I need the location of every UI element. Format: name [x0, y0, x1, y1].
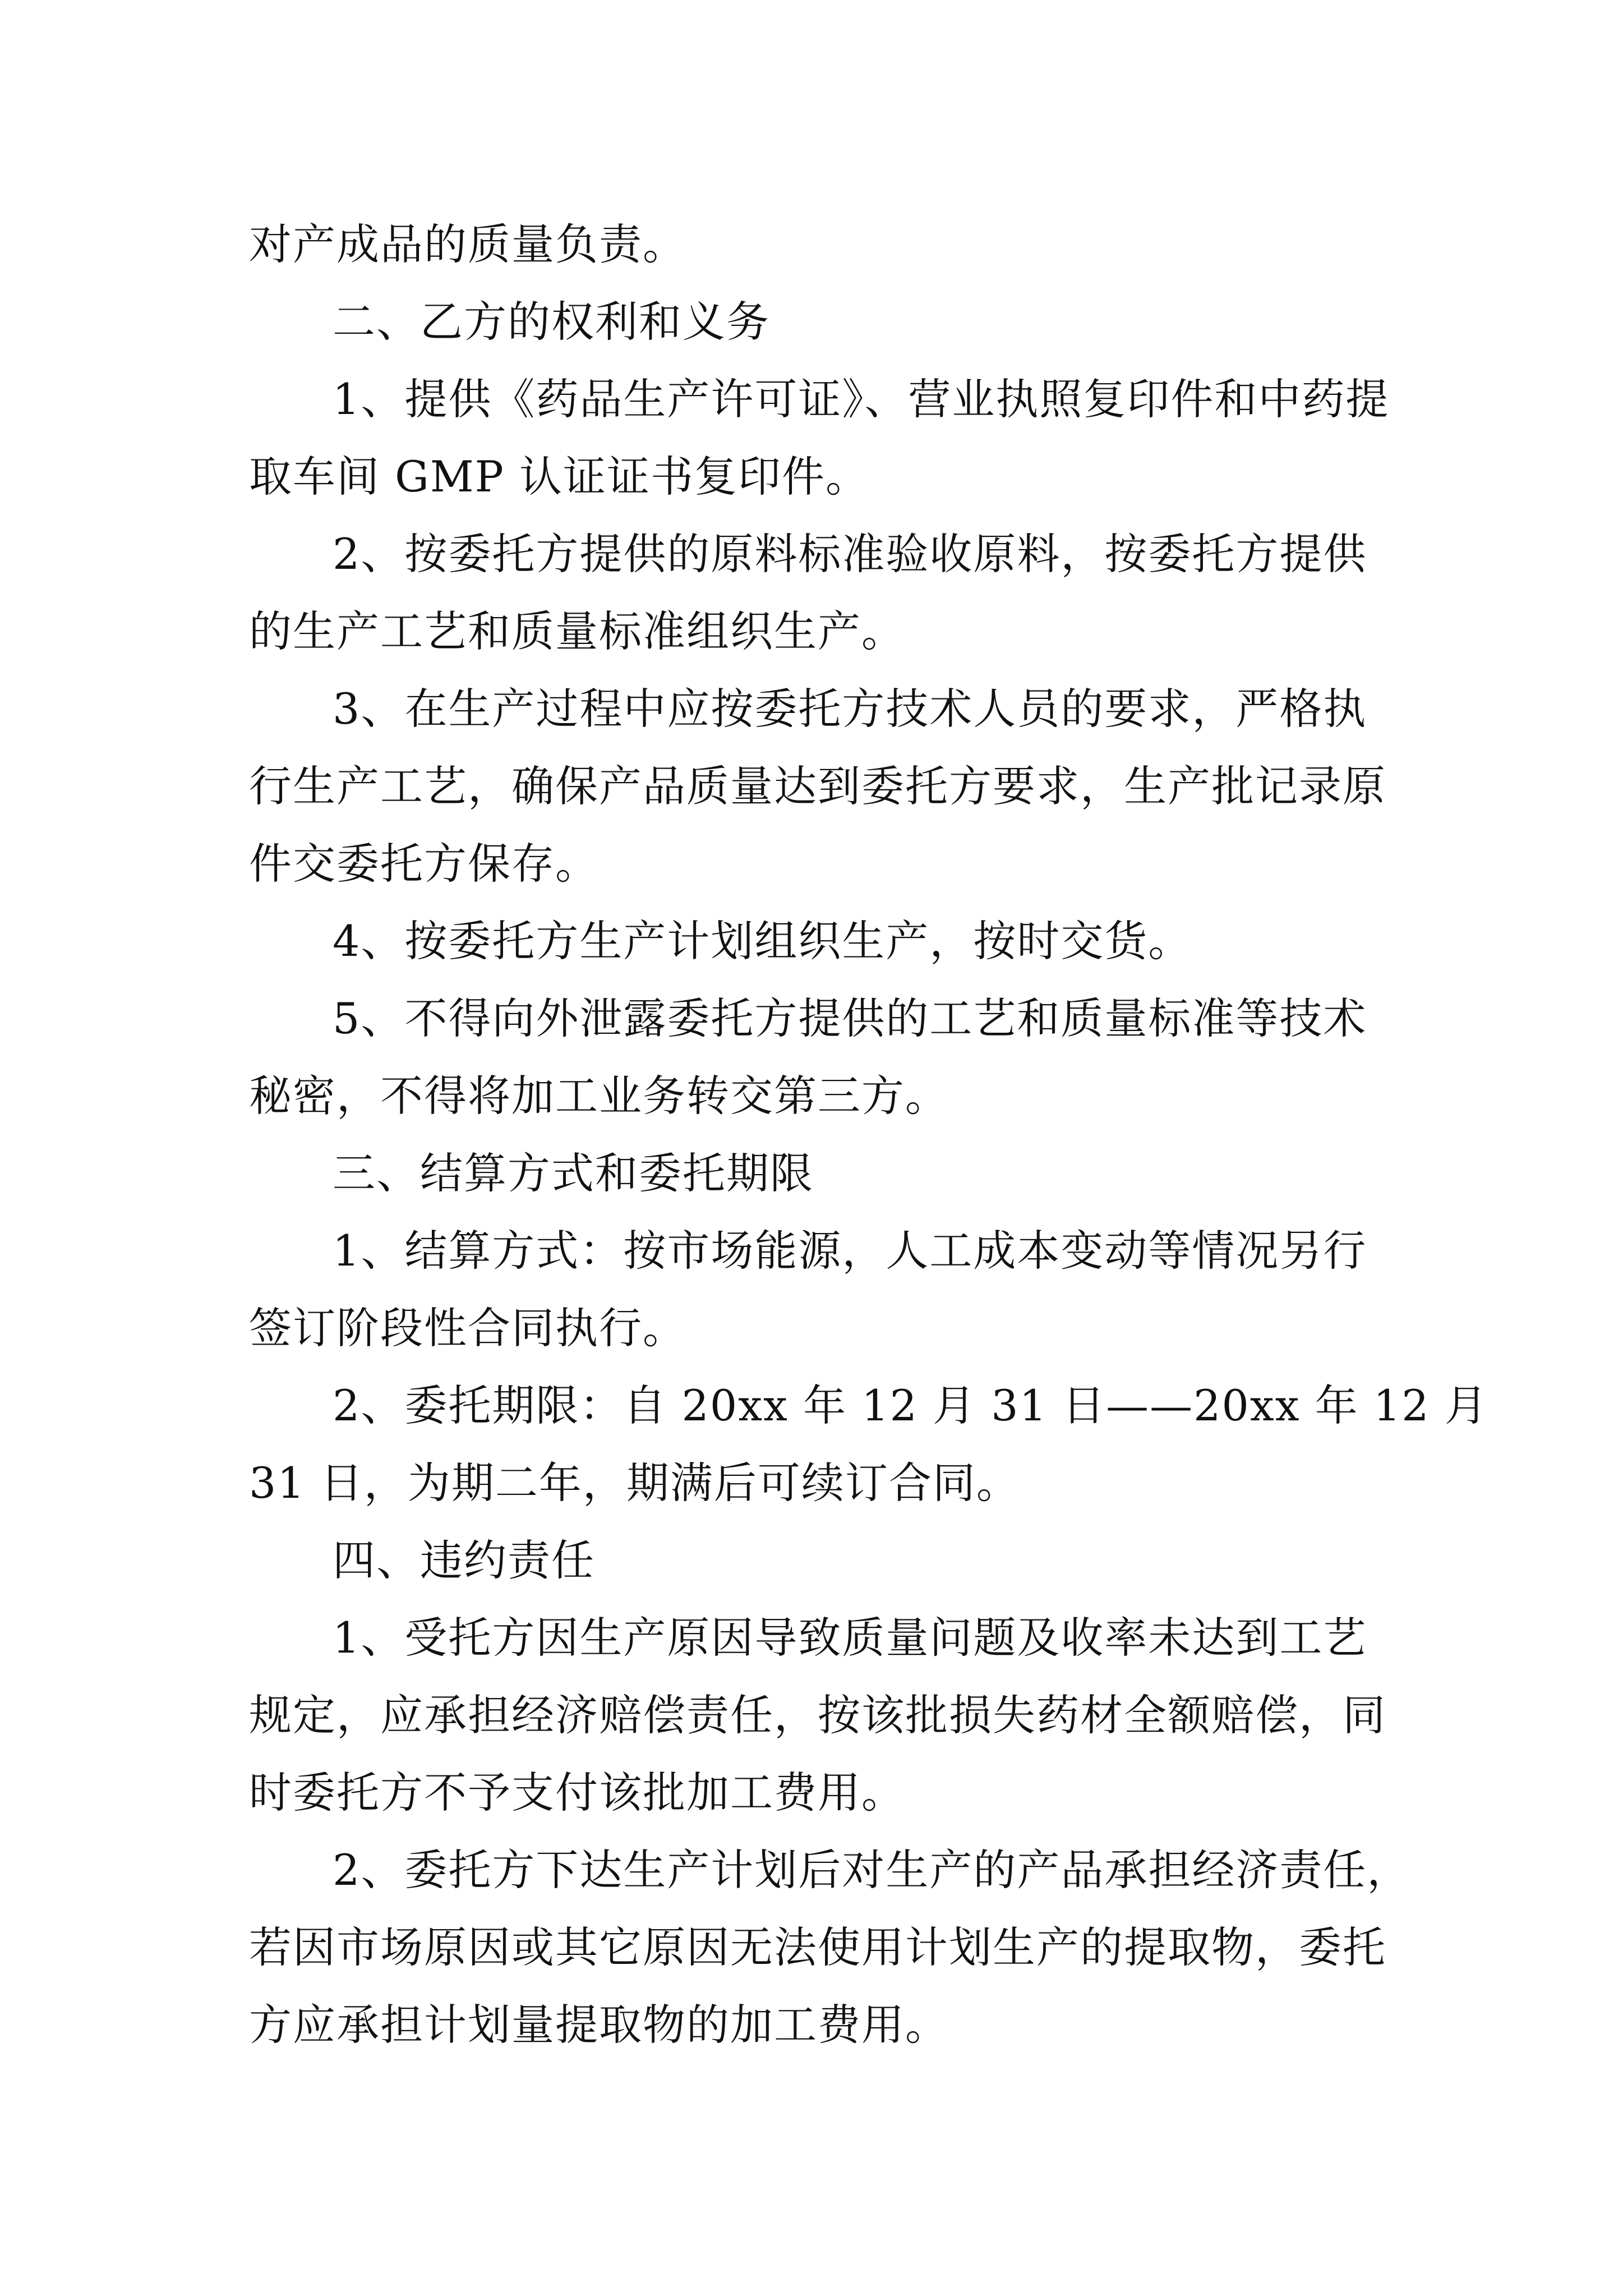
- paragraph-line: 1、结算方式：按市场能源，人工成本变动等情况另行: [333, 1226, 1367, 1276]
- paragraph-line: 2、委托方下达生产计划后对生产的产品承担经济责任，: [333, 1845, 1411, 1895]
- paragraph-line: 2、委托期限：自 20xx 年 12 月 31 日——20xx 年 12 月: [333, 1381, 1488, 1430]
- paragraph-line: 3、在生产过程中应按委托方技术人员的要求，严格执: [333, 684, 1367, 734]
- paragraph-line: 方应承担计划量提取物的加工费用。: [249, 2000, 949, 2050]
- section-heading: 二、乙方的权利和义务: [333, 297, 770, 347]
- section-heading: 三、结算方式和委托期限: [333, 1148, 814, 1198]
- paragraph-line: 1、受托方因生产原因导致质量问题及收率未达到工艺: [333, 1613, 1367, 1663]
- paragraph-line: 签订阶段性合同执行。: [249, 1303, 686, 1353]
- paragraph-line: 对产成品的质量负责。: [249, 219, 686, 269]
- paragraph-line: 5、不得向外泄露委托方提供的工艺和质量标准等技术: [333, 993, 1367, 1043]
- paragraph-line: 时委托方不予支付该批加工费用。: [249, 1768, 905, 1818]
- paragraph-line: 秘密，不得将加工业务转交第三方。: [249, 1071, 949, 1121]
- paragraph-line: 的生产工艺和质量标准组织生产。: [249, 606, 905, 656]
- paragraph-line: 4、按委托方生产计划组织生产，按时交货。: [333, 916, 1192, 966]
- paragraph-line: 规定，应承担经济赔偿责任，按该批损失药材全额赔偿，同: [249, 1690, 1386, 1740]
- paragraph-line: 件交委托方保存。: [249, 839, 599, 889]
- section-heading: 四、违约责任: [333, 1535, 595, 1585]
- paragraph-line: 1、提供《药品生产许可证》、营业执照复印件和中药提: [333, 374, 1390, 424]
- paragraph-line: 若因市场原因或其它原因无法使用计划生产的提取物，委托: [249, 1922, 1386, 1972]
- paragraph-line: 取车间 GMP 认证证书复印件。: [249, 452, 869, 501]
- paragraph-line: 31 日，为期二年，期满后可续订合同。: [249, 1458, 1020, 1508]
- paragraph-line: 2、按委托方提供的原料标准验收原料，按委托方提供: [333, 529, 1367, 579]
- paragraph-line: 行生产工艺，确保产品质量达到委托方要求，生产批记录原: [249, 761, 1386, 811]
